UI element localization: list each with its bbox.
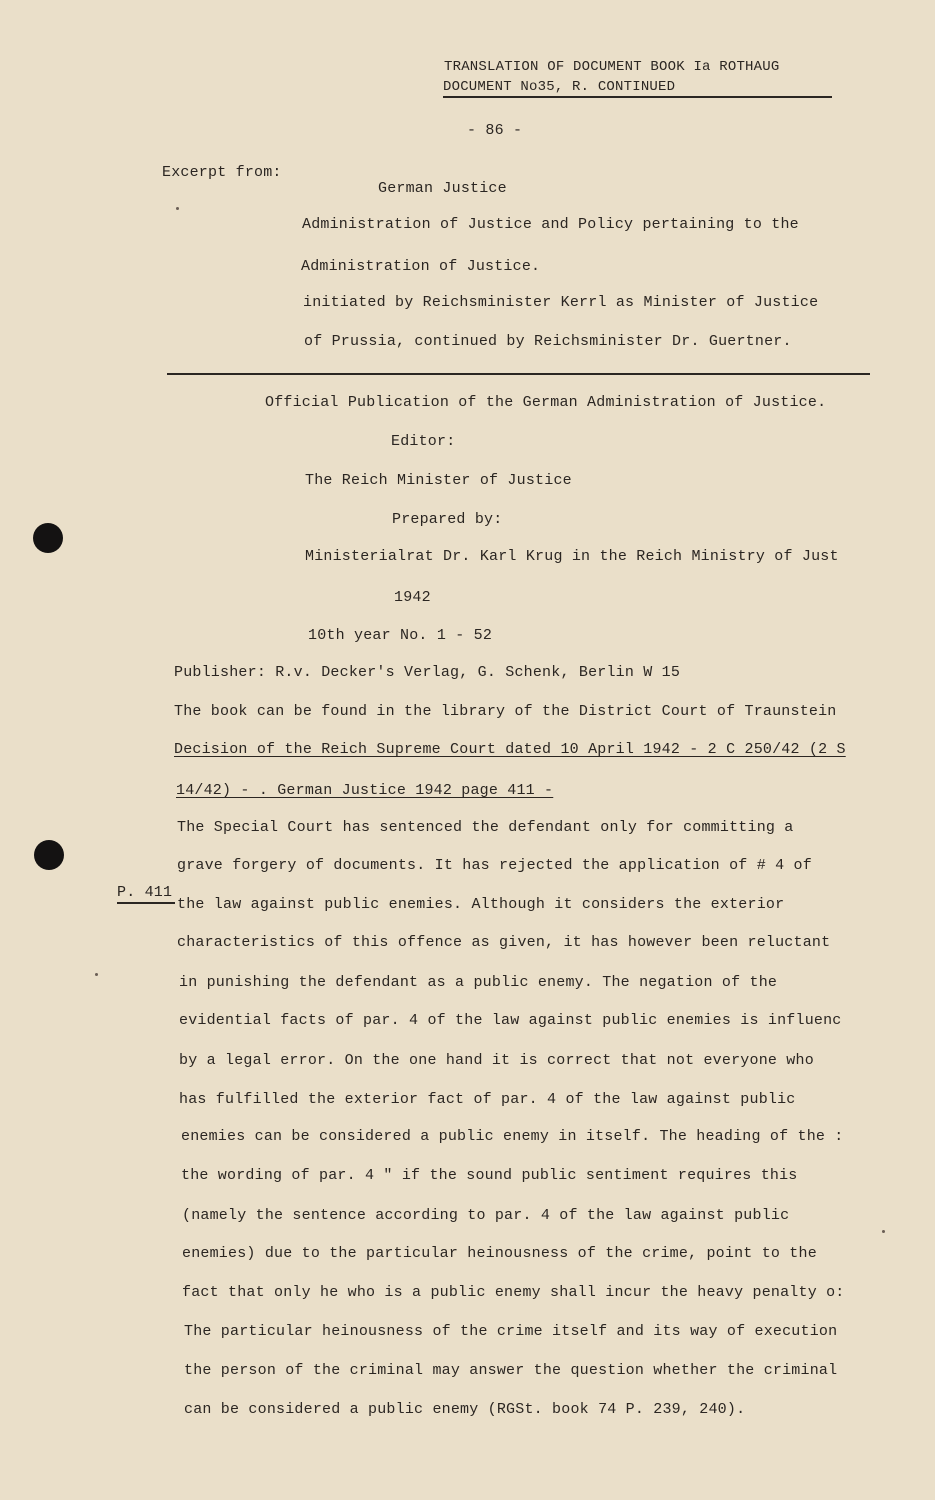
- excerpt-line-3: initiated by Reichsminister Kerrl as Minister of Justice: [303, 294, 819, 311]
- body-line-3: the law against public enemies. Although it considers the exterior: [177, 896, 785, 913]
- editor-name: The Reich Minister of Justice: [305, 472, 572, 489]
- body-line-7: by a legal error. On the one hand it is correct that not everyone who: [179, 1052, 814, 1069]
- margin-note-line: [117, 902, 175, 904]
- editor-label: Editor:: [391, 433, 456, 450]
- body-line-15: the person of the criminal may answer the question whether the criminal: [184, 1362, 838, 1379]
- excerpt-label: Excerpt from:: [162, 164, 282, 181]
- body-line-6: evidential facts of par. 4 of the law against public enemies is influenc: [179, 1012, 842, 1029]
- issue-info: 10th year No. 1 - 52: [308, 627, 493, 644]
- paper-speck: [176, 207, 179, 210]
- decision-line-1: Decision of the Reich Supreme Court dated 10 April 1942 - 2 C 250/42 (2 S: [174, 741, 846, 758]
- excerpt-title: German Justice: [378, 180, 507, 197]
- body-line-13: fact that only he who is a public enemy shall incur the heavy penalty o:: [182, 1284, 845, 1301]
- body-line-5: in punishing the defendant as a public enemy. The negation of the: [179, 974, 778, 991]
- header-line-1: TRANSLATION OF DOCUMENT BOOK Ia ROTHAUG: [444, 59, 780, 75]
- body-line-11: (namely the sentence according to par. 4 of the law against public: [182, 1207, 790, 1224]
- body-line-1: The Special Court has sentenced the defendant only for committing a: [177, 819, 794, 836]
- body-line-16: can be considered a public enemy (RGSt. book 74 P. 239, 240).: [184, 1401, 746, 1418]
- punch-hole-top: [33, 523, 63, 553]
- publication-year: 1942: [394, 589, 431, 606]
- body-line-10: the wording of par. 4 " if the sound public sentiment requires this: [181, 1167, 798, 1184]
- library-location: The book can be found in the library of the District Court of Traunstein: [174, 703, 837, 720]
- page-number: - 86 -: [467, 122, 523, 139]
- body-line-12: enemies) due to the particular heinousness of the crime, point to the: [182, 1245, 817, 1262]
- paper-speck: [95, 973, 98, 976]
- section-divider: [167, 373, 870, 375]
- paper-speck: [882, 1230, 885, 1233]
- prepared-by: Ministerialrat Dr. Karl Krug in the Reich Ministry of Just: [305, 548, 839, 565]
- excerpt-line-2: Administration of Justice.: [301, 258, 541, 275]
- decision-line-2: 14/42) - . German Justice 1942 page 411 -: [176, 782, 554, 799]
- prepared-label: Prepared by:: [392, 511, 503, 528]
- punch-hole-bottom: [34, 840, 64, 870]
- margin-note: P. 411: [117, 884, 173, 901]
- header-underline: [443, 96, 832, 98]
- excerpt-line-4: of Prussia, continued by Reichsminister Dr. Guertner.: [304, 333, 792, 350]
- body-line-2: grave forgery of documents. It has rejected the application of # 4 of: [177, 857, 812, 874]
- body-line-4: characteristics of this offence as given, it has however been reluctant: [177, 934, 831, 951]
- excerpt-line-1: Administration of Justice and Policy pertaining to the: [302, 216, 799, 233]
- body-line-8: has fulfilled the exterior fact of par. 4 of the law against public: [179, 1091, 796, 1108]
- publisher: Publisher: R.v. Decker's Verlag, G. Schenk, Berlin W 15: [174, 664, 681, 681]
- official-publication: Official Publication of the German Administration of Justice.: [265, 394, 827, 411]
- body-line-14: The particular heinousness of the crime itself and its way of execution: [184, 1323, 838, 1340]
- header-line-2: DOCUMENT No35, R. CONTINUED: [443, 79, 676, 95]
- body-line-9: enemies can be considered a public enemy in itself. The heading of the :: [181, 1128, 844, 1145]
